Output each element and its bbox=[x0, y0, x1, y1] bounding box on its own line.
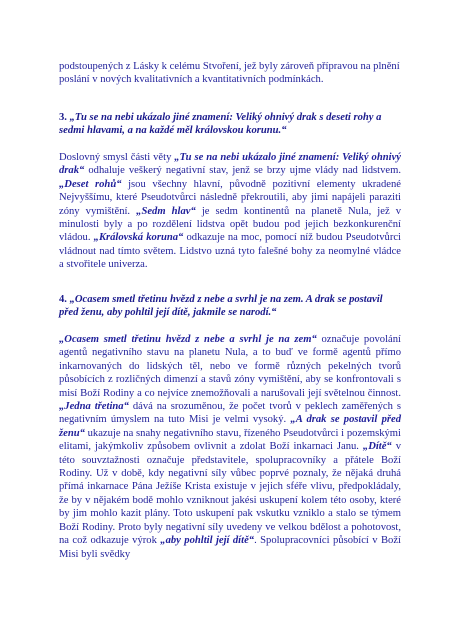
emphasis-quote: „Královská koruna“ bbox=[93, 232, 184, 244]
text-run: Doslovný smysl části věty bbox=[59, 152, 175, 163]
section-4-number: 4. bbox=[59, 294, 67, 305]
emphasis-quote: „Tu se na nebi ukázalo jiné znamení: Veliký ohnivý drak“ bbox=[59, 152, 401, 177]
section-3-heading-text: „Tu se na nebi ukázalo jiné znamení: Veliký ohnivý drak s deseti rohy a sedmi hlavami, a na každé měl královskou korunu.“ bbox=[59, 112, 382, 137]
text-run: odhaluje veškerý negativní stav, jenž se brzy ujme vlády nad lidstvem. bbox=[84, 165, 401, 177]
emphasis-quote: „aby pohltil její dítě“ bbox=[160, 535, 255, 547]
section-3-paragraph bbox=[59, 151, 401, 272]
emphasis-quote: „Jedna třetina“ bbox=[59, 401, 129, 413]
emphasis-quote: „Deset rohů“ bbox=[59, 178, 122, 190]
emphasis-quote: „Sedm hlav“ bbox=[136, 205, 196, 217]
emphasis-quote: „Ocasem smetl třetinu hvězd z nebe a svrhl je na zem“ bbox=[59, 334, 317, 345]
text-run: ukazuje na snahy negativního stavu, řízeného Pseudotvůrci i pozemskými elitami, jakýmkoliv způsobem ovlivnit a zdolat Boží inkarnaci Janu. bbox=[59, 427, 401, 453]
text-run: jsou všechny hlavní, původně pozitivní elementy ukradené Nejvyššímu, které Pseudotvůrci následně překroutili, aby jimi napájeli paraziti zóny vymištění. bbox=[59, 178, 401, 217]
section-4-paragraph bbox=[59, 333, 401, 561]
emphasis-quote: „A drak se postavil před ženu“ bbox=[59, 414, 401, 439]
text-run: v této souvztažnosti označuje představitele, spolupracovníky a přátele Boží Rodiny. Už v době, kdy negativní síly vůbec poprvé poznaly, že nějaká druhá přímá inkarnace Pána Ježíše Krista existuje v jejich sféře vlivu, předpokládaly, že by v nějakém bodě mohlo vzniknout jakési uskupení kolem této osoby, které by jim mohlo kazit plány. Toto uskupení pak vskutku vzniklo a stalo se týmem Boží Rodiny. Proto byly negativní síly uvedeny ve velkou bdělost a pohotovost, na což odkazuje výrok bbox=[59, 441, 401, 547]
section-3-number: 3. bbox=[59, 112, 67, 123]
section-4-heading bbox=[59, 293, 401, 320]
text-run: dává na srozuměnou, že počet tvorů v peklech zaměřených s negativním úmyslem na tuto Misi je velmi vysoký. bbox=[59, 401, 401, 426]
text-run: odkazuje na moc, pomocí níž budou Pseudotvůrci vládnout nad tímto světem. Lidstvo uzná tyto falešné bohy za neomylné vládce a stvořitele univerza. bbox=[59, 232, 401, 271]
text-run: je sedm kontinentů na planetě Nula, jež v minulosti byly a po rozdělení lidstva opět budou pod jejich bezkonkurenční vládou. bbox=[59, 205, 401, 244]
section-4-heading-text: „Ocasem smetl třetinu hvězd z nebe a svrhl je na zem. A drak se postavil před ženu, aby pohltil její dítě, jakmile se narodí.“ bbox=[59, 294, 383, 319]
text-run: označuje povolání agentů negativního stavu na planetu Nula, a to buď ve formě agentů přímo inkarnovaných do lidských těl, nebo ve formě různých pekelných tvorů působících z rozličných dimenzí a stavů zóny vymištění, aby se konfrontovali s misí Boží Rodiny a co nejvíce znemožňovali a narušovali její světelnou činnost. bbox=[59, 334, 401, 399]
emphasis-quote: „Dítě“ bbox=[362, 441, 392, 453]
section-3-heading bbox=[59, 111, 401, 138]
text-run: . Spolupracovníci působící v Boží Misi byli svědky bbox=[59, 535, 401, 560]
intro-paragraph: podstoupených z Lásky k celému Stvoření, jež byly zároveň přípravou na plnění poslání v nových kvalitativních a kvantitativních podmínkách. bbox=[59, 61, 400, 86]
